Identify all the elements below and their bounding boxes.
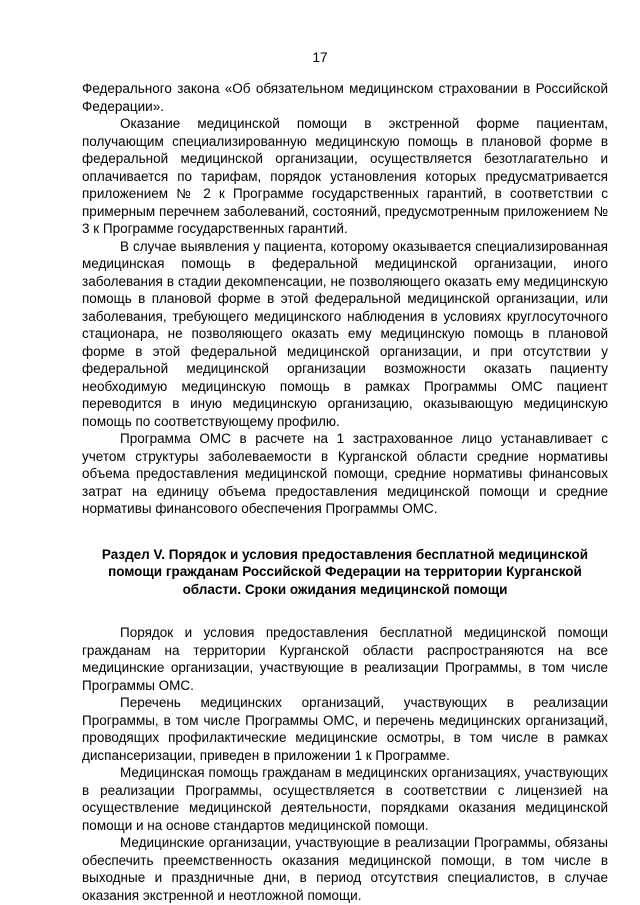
document-body	[82, 80, 608, 904]
paragraph-emergency-care: Оказание медицинской помощи в экстренной форме пациентам, получающим специализированную медицинскую помощь в плановой форме в федеральной медицинской организации, осуществляется безотлагательно и оплачивается по тарифам, порядок установления которых предусматривается приложением № 2 к Программе государственных гарантий, в соответствии с примерным перечнем заболеваний, состояний, предусмотренным приложением № 3 к Программе государственных гарантий.	[82, 116, 608, 236]
paragraph-license-standards: Медицинская помощь гражданам в медицинских организациях, участвующих в реализации Программы, осуществляется в соответствии с лицензией на осуществление медицинской деятельности, порядками оказания медицинской помощи и на основе стандартов медицинской помощи.	[82, 765, 608, 833]
paragraph-continuation: Федерального закона «Об обязательном медицинском страховании в Российской Федерации».	[82, 81, 608, 114]
section-title: Раздел V. Порядок и условия предоставления бесплатной медицинской помощи гражданам Российской Федерации на территории Курганской области. Сроки ожидания медицинской помощи	[101, 546, 589, 597]
paragraph-patient-transfer: В случае выявления у пациента, которому оказывается специализированная медицинская помощь в федеральной медицинской организации, иного заболевания в стадии декомпенсации, не позволяющего оказать ему медицинскую помощь в плановой форме в этой федеральной медицинской организации, или заболевания, требующего медицинского наблюдения в условиях круглосуточного стационара, не позволяющего оказать ему медицинскую помощь в плановой форме в этой федеральной медицинской организации, и при отсутствии у федеральной медицинской организации возможности оказать пациенту необходимую медицинскую помощь в рамках Программы ОМС пациент переводится в иную медицинскую организацию, оказывающую медицинскую помощь по соответствующему профилю.	[82, 238, 608, 429]
paragraph-continuity-of-care: Медицинские организации, участвующие в реализации Программы, обязаны обеспечить преемственность оказания медицинской помощи, в том числе в выходные и праздничные дни, в период отсутствия специалистов, в случае оказания экстренной и неотложной помощи.	[82, 835, 608, 903]
page-number: 17	[312, 50, 328, 65]
paragraph-oms-normatives: Программа ОМС в расчете на 1 застрахованное лицо устанавливает с учетом структуры заболеваемости в Курганской области средние нормативы объема предоставления медицинской помощи, средние нормативы финансовых затрат на единицу объема предоставления медицинской помощи и средние нормативы финансового обеспечения Программы ОМС.	[82, 431, 608, 516]
paragraph-organizations-list: Перечень медицинских организаций, участвующих в реализации Программы, в том числе Программы ОМС, и перечень медицинских организаций, проводящих профилактические медицинские осмотры, в том числе в рамках диспансеризации, приведен в приложении 1 к Программе.	[82, 695, 608, 763]
paragraph-procedure-scope: Порядок и условия предоставления бесплатной медицинской помощи гражданам на территории Курганской области распространяются на все медицинские организации, участвующие в реализации Программы, в том числе Программы ОМС.	[82, 625, 608, 693]
